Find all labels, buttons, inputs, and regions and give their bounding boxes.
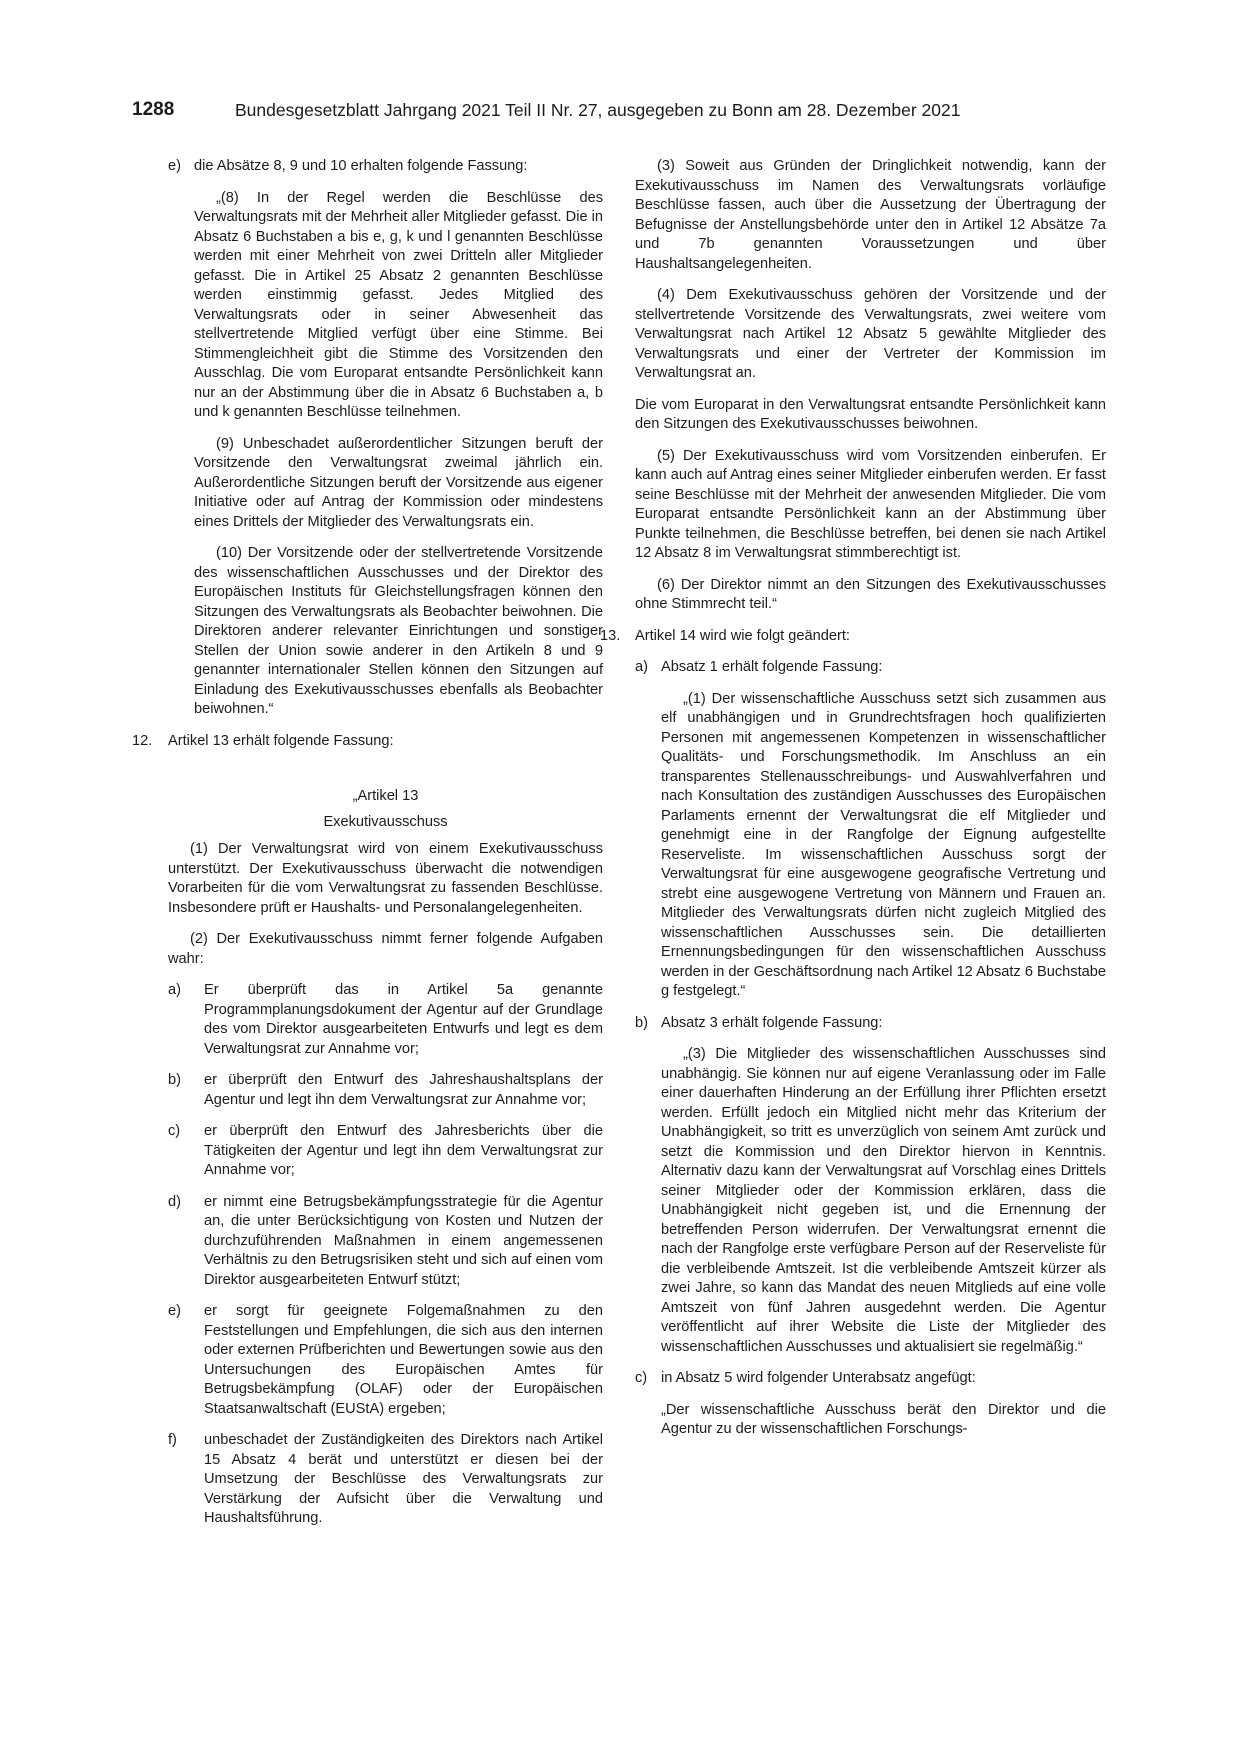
list-item-text: er sorgt für geeignete Folgemaßnahmen zu den Feststellungen und Empfehlungen, die sich aus den internen oder externen Prüfberichten und Bewertungen sowie aus den Untersuchungen des Europäischen Amtes für Betrugsbekämpfung (OLAF) oder der Europäischen Staatsanwaltschaft (EUStA) ergeben;	[204, 1303, 603, 1417]
item-label: a)	[635, 659, 648, 675]
list-item	[168, 1431, 603, 1529]
list-item-label: f)	[168, 1432, 177, 1448]
quote-text: „(3) Die Mitglieder des wissenschaftlichen Ausschusses sind unabhängig. Sie können nur auf eigene Veranlassung oder im Falle einer dauerhaften Hinderung an der Erfüllung ihrer Pflichten ersetzt werden. Erfüllt jedoch ein Mitglied nicht mehr das Kriterium der Unabhängigkeit, so tritt es unverzüglich von seinem Amt zurück und setzt die Kommission und den Direktor hiervon in Kenntnis. Alternativ dazu kann der Verwaltungsrat auf Vorschlag eines Drittels seiner Mitglieder oder der Kommission erklären, dass die Unabhängigkeit nicht gegeben ist, und die Ernennung der betreffenden Person widerrufen. Der Verwaltungsrat ernennt die nach der Rangfolge erste verfügbare Person auf der Reserveliste für die verbleibende Amtszeit. Ist die verbleibende Amtszeit kürzer als zwei Jahre, so kann das Mandat des neuen Mitglieds auf eine volle Amtszeit von fünf Jahren ausgedehnt werden. Die Agentur veröffentlicht auf ihrer Website die Liste der Mitglieder des wissenschaftlichen Ausschusses und aktualisiert sie regelmäßig.“	[661, 1046, 1106, 1355]
list-item	[168, 1302, 603, 1419]
list-item-label: e)	[168, 1303, 181, 1319]
list-item	[168, 1071, 603, 1110]
left-column	[132, 157, 603, 1541]
quote-text: „Der wissenschaftliche Ausschuss berät den Direktor und die Agentur zu der wissenschaftlichen Forschungs-	[661, 1401, 1106, 1437]
quoted-paragraph-1	[661, 690, 1106, 1002]
right-column	[600, 157, 1106, 1452]
item-text: die Absätze 8, 9 und 10 erhalten folgende Fassung:	[194, 158, 528, 174]
list-item	[168, 1122, 603, 1181]
item-label: e)	[168, 158, 181, 174]
list-item-text: Er überprüft das in Artikel 5a genannte Programmplanungsdokument der Agentur auf der Grundlage des vom Direktor ausgearbeiteten Entwurfs und legt es dem Verwaltungsrat zur Annahme vor;	[204, 982, 603, 1057]
item-text: Absatz 1 erhält folgende Fassung:	[661, 659, 883, 675]
article-13-paragraph-5: (5) Der Exekutivausschuss wird vom Vorsitzenden einberufen. Er kann auch auf Antrag eines seiner Mitglieder einberufen werden. Er fasst seine Beschlüsse mit der Mehrheit der anwesenden Mitglieder. Die vom Europarat entsandte Persönlichkeit kann an der Abstimmung über Punkte teilnehmen, die Beschlüsse betreffen, bei denen sie nach Artikel 12 Absatz 8 im Verwaltungsrat stimmberechtigt ist.	[635, 447, 1106, 561]
list-item-label: d)	[168, 1193, 181, 1210]
article-heading: „Artikel 13	[352, 788, 419, 804]
item-12	[132, 732, 603, 752]
item-label: b)	[635, 1014, 648, 1031]
article-13-paragraph-6: (6) Der Direktor nimmt an den Sitzungen des Exekutivausschusses ohne Stimmrecht teil.“	[635, 576, 1106, 612]
item-label: c)	[635, 1370, 648, 1386]
list-item-text: unbeschadet der Zuständigkeiten des Direktors nach Artikel 15 Absatz 4 berät und unterstützt er diesen bei der Umsetzung der Beschlüsse des Verwaltungsrats zur Verstärkung der Aufsicht über die Verwaltung und Haushaltsführung.	[204, 1432, 603, 1526]
list-item	[168, 1193, 603, 1291]
page-number: 1288	[132, 99, 175, 120]
article-13-paragraph-4: (4) Dem Exekutivausschuss gehören der Vorsitzende und der stellvertretende Vorsitzende des Verwaltungsrats, zwei weitere vom Verwaltungsrat nach Artikel 12 Absatz 5 gewählte Mitglieder des Verwaltungsrats und einer der Vertreter der Kommission im Verwaltungsrat an.	[635, 287, 1106, 381]
article-13-block	[168, 787, 603, 1529]
item-13	[600, 627, 1106, 647]
quoted-paragraphs-8-10	[194, 189, 603, 720]
item-text: Artikel 14 wird wie folgt geändert:	[635, 627, 850, 644]
paragraph-9: (9) Unbeschadet außerordentlicher Sitzungen beruft der Vorsitzende den Verwaltungsrat zweimal jährlich ein. Außerordentliche Sitzungen beruft der Vorsitzende aus eigener Initiative oder auf Antrag der Kommission oder mindestens eines Drittels der Mitglieder des Verwaltungsrats ein.	[194, 435, 603, 530]
quote-text: „(1) Der wissenschaftliche Ausschuss setzt sich zusammen aus elf unabhängigen und in Grundrechtsfragen hoch qualifizierten Personen mit angemessenen Kompetenzen in wissenschaftlicher Qualitäts- und Forschungsmethodik. Im Anschluss an ein transparentes Stellenausschreibungs- und Auswahlverfahren und nach Konsultation des zuständigen Ausschusses des Europäischen Parlaments ernennt der Verwaltungsrat die elf Mitglieder und genehmigt eine in der Rangfolge der Eignung aufgestellte Reserveliste. Im wissenschaftlichen Ausschuss sorgt der Verwaltungsrat für eine ausgewogene geografische Vertretung und strebt eine ausgewogene Vertretung von Männern und Frauen an. Mitglieder des Verwaltungsrats dürfen nicht zugleich Mitglied des wissenschaftlichen Ausschusses sein. Die detaillierten Ernennungsbedingungen für den wissenschaftlichen Ausschuss werden in der Geschäftsordnung nach Artikel 12 Absatz 6 Buchstabe g festgelegt.“	[661, 690, 1106, 999]
item-13-a	[635, 658, 1106, 678]
article-13-paragraph-4-sub: Die vom Europarat in den Verwaltungsrat entsandte Persönlichkeit kann den Sitzungen des Exekutivausschusses beiwohnen.	[635, 396, 1106, 432]
article-13-paragraph-3: (3) Soweit aus Gründen der Dringlichkeit notwendig, kann der Exekutivausschuss im Namen des Verwaltungsrats vorläufige Beschlüsse fassen, auch über die Aussetzung der Übertragung der Befugnisse der Anstellungsbehörde unter den in Artikel 12 Absätze 7a und 7b genannten Voraussetzungen und über Haushaltsangelegenheiten.	[635, 158, 1106, 272]
paragraph-10: (10) Der Vorsitzende oder der stellvertretende Vorsitzende des wissenschaftlichen Ausschusses und der Direktor des Europäischen Instituts für Gleichstellungsfragen können den Sitzungen des Verwaltungsrats als Beobachter beiwohnen. Die Direktoren anderer relevanter Einrichtungen und sonstiger Stellen der Union sowie anderer in den Artikeln 8 und 9 genannter internationaler Stellen können den Sitzungen auf Einladung des Exekutivausschusses ebenfalls als Beobachter beiwohnen.“	[194, 545, 603, 717]
list-item-text: er überprüft den Entwurf des Jahreshaushaltsplans der Agentur und legt ihn dem Verwaltungsrat zur Annahme vor;	[204, 1072, 603, 1108]
list-item	[168, 981, 603, 1059]
list-item-text: er nimmt eine Betrugsbekämpfungsstrategie für die Agentur an, die unter Berücksichtigung von Kosten und Nutzen der durchzuführenden Maßnahmen in einem angemessenen Verhältnis zu den Betrugsrisiken steht und sich auf einen vom Direktor ausgearbeiteten Entwurf stützt;	[204, 1193, 603, 1288]
list-item-label: a)	[168, 982, 181, 998]
running-title: Bundesgesetzblatt Jahrgang 2021 Teil II Nr. 27, ausgegeben zu Bonn am 28. Dezember 2021	[235, 100, 961, 120]
item-text: in Absatz 5 wird folgender Unterabsatz angefügt:	[661, 1370, 976, 1386]
quoted-subparagraph	[661, 1401, 1106, 1440]
quoted-paragraph-3	[661, 1045, 1106, 1357]
item-text: Absatz 3 erhält folgende Fassung:	[661, 1014, 883, 1031]
paragraph-8: „(8) In der Regel werden die Beschlüsse des Verwaltungsrats mit der Mehrheit aller Mitglieder gefasst. Die in Absatz 6 Buchstaben a bis e, g, k und l genannten Beschlüsse werden mit einer Mehrheit von zwei Dritteln aller Mitglieder gefasst. Die in Artikel 25 Absatz 2 genannten Beschlüsse werden einstimmig gefasst. Jedes Mitglied des Verwaltungsrats oder in seiner Abwesenheit das stellvertretende Mitglied verfügt über eine Stimme. Bei Stimmengleichheit gibt die Stimme des Vorsitzenden den Ausschlag. Die vom Europarat entsandte Persönlichkeit kann nur an der Abstimmung über die in Absatz 6 Buchstaben a, b und k genannten Beschlüsse teilnehmen.	[194, 189, 603, 420]
item-label: 12.	[132, 732, 153, 749]
item-text: Artikel 13 erhält folgende Fassung:	[168, 732, 394, 749]
article-13-paragraph-1: (1) Der Verwaltungsrat wird von einem Exekutivausschuss unterstützt. Der Exekutivausschuss überwacht die notwendigen Vorarbeiten für die vom Verwaltungsrat zu fassenden Beschlüsse. Insbesondere prüft er Haushalts- und Personalangelegenheiten.	[168, 841, 603, 916]
list-item-label: c)	[168, 1123, 181, 1139]
list-item-label: b)	[168, 1072, 181, 1088]
article-13-paragraph-2: (2) Der Exekutivausschuss nimmt ferner folgende Aufgaben wahr:	[168, 931, 603, 967]
item-e-amendment	[132, 157, 603, 177]
article-subheading: Exekutivausschuss	[323, 813, 448, 830]
item-13-c	[635, 1369, 1106, 1389]
item-13-b	[635, 1014, 1106, 1034]
page-header	[0, 99, 1241, 129]
list-item-text: er überprüft den Entwurf des Jahresberichts über die Tätigkeiten der Agentur und legt ihn dem Verwaltungsrat zur Annahme vor;	[204, 1123, 603, 1178]
item-label: 13.	[600, 627, 621, 644]
